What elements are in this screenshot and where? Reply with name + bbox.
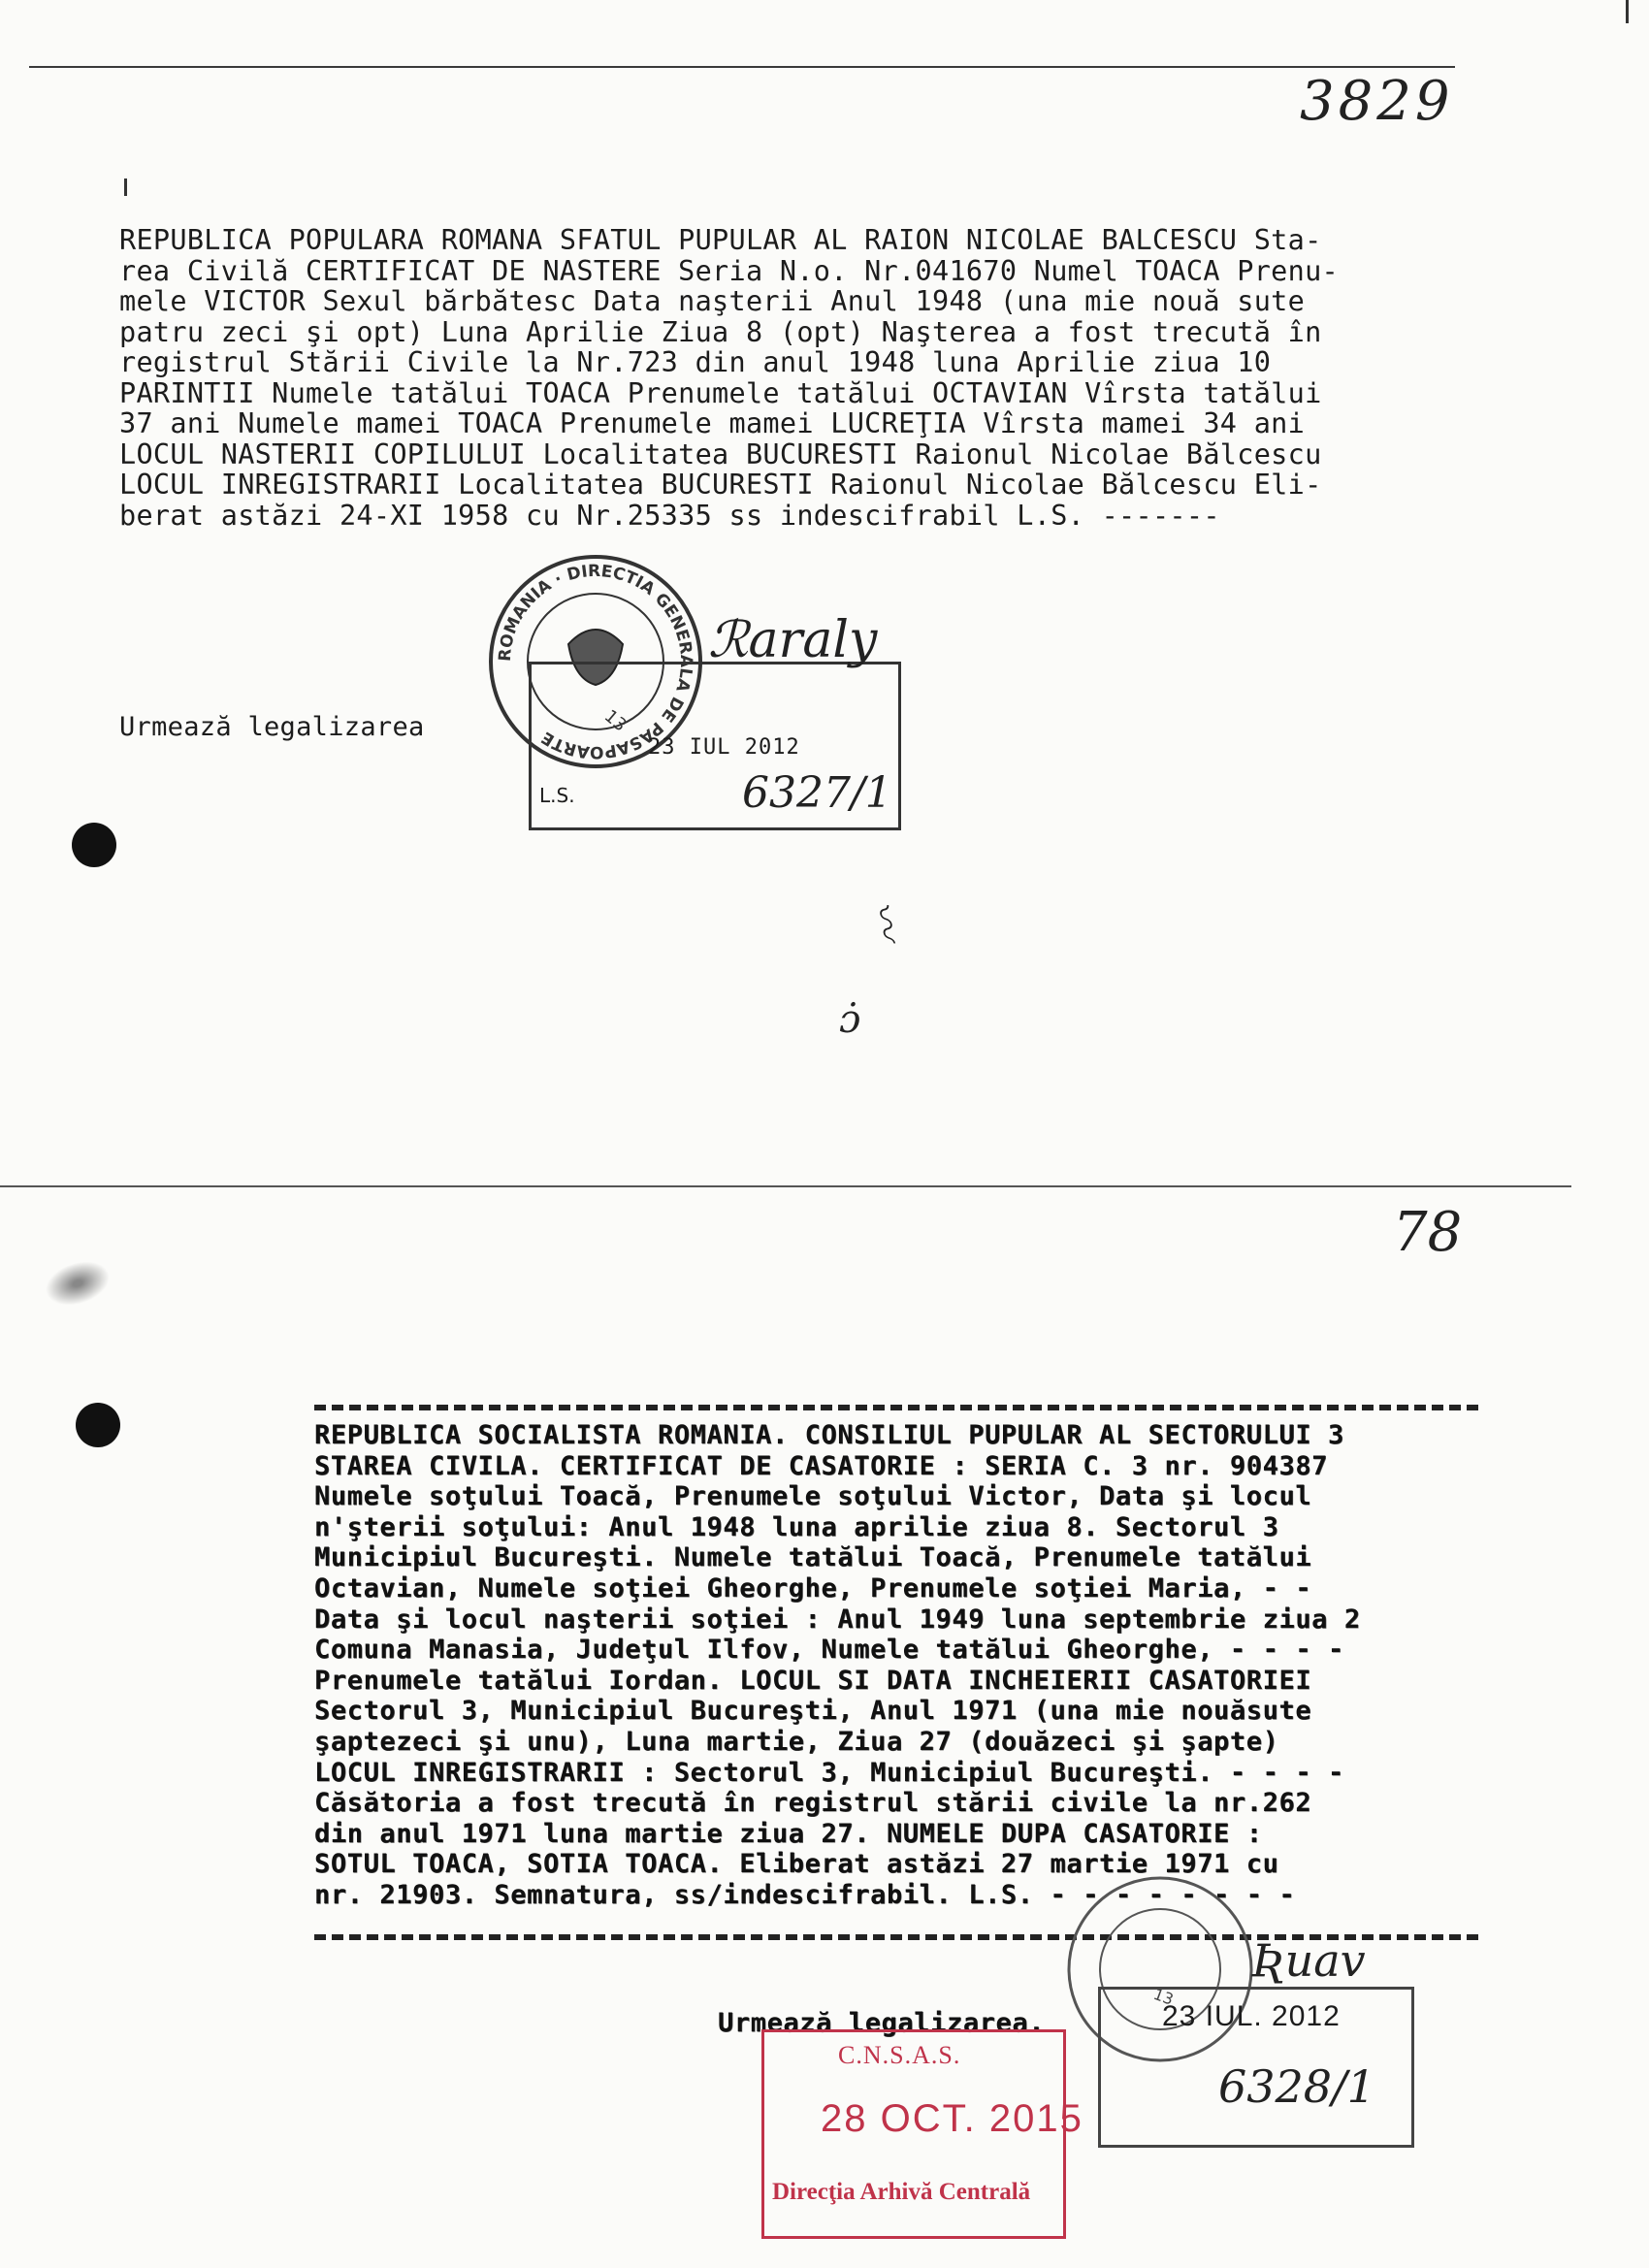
stamp-date: 23 IUL. 2012 xyxy=(1162,2000,1341,2032)
top-page-rule xyxy=(29,66,1455,68)
seal-ring-text: ROMANIA · DIRECTIA GENERALA DE PASAPOARTE xyxy=(495,561,696,762)
text-line: din anul 1971 luna martie ziua 27. NUMELE DUPA CASATORIE : xyxy=(314,1818,1263,1849)
signature-icon: ℛaraly xyxy=(708,611,878,669)
text-line: şaptezeci şi unu), Luna martie, Ziua 27 (douăzeci şi şapte) xyxy=(314,1726,1279,1757)
page-number: 3829 xyxy=(1300,70,1454,133)
text-line: berat astăzi 24-XI 1958 cu Nr.25335 ss indescifrabil L.S. ------- xyxy=(119,499,1220,532)
middle-page-rule xyxy=(0,1185,1571,1187)
archive-stamp-date: 28 OCT. 2015 xyxy=(821,2097,1083,2140)
text-line: nr. 21903. Semnatura, ss/indescifrabil. L.S. - - - - - - - - xyxy=(314,1879,1296,1910)
text-line: Comuna Manasia, Judeţul Ilfov, Numele tatălui Gheorghe, - - - - xyxy=(314,1635,1344,1666)
archive-stamp-org: C.N.S.A.S. xyxy=(838,2041,961,2069)
punch-hole xyxy=(72,823,116,867)
text-line: 37 ani Numele mamei TOACA Prenumele mamei LUCREŢIA Vîrsta mamei 34 ani xyxy=(119,407,1306,439)
text-line: LOCUL INREGISTRARII Localitatea BUCURESTI Raionul Nicolae Bălcescu Eli- xyxy=(119,469,1322,501)
text-line: Prenumele tatălui Iordan. LOCUL SI DATA INCHEIERII CASATORIEI xyxy=(314,1665,1312,1696)
tick-mark xyxy=(124,178,127,196)
text-line: Municipiul Bucureşti. Numele tatălui Toacă, Prenumele tatălui xyxy=(314,1542,1312,1573)
text-line: Căsătoria a fost trecută în registrul stării civile la nr.262 xyxy=(314,1788,1312,1819)
text-line: Octavian, Numele soţiei Gheorghe, Prenumele soţiei Maria, - - xyxy=(314,1572,1312,1604)
text-line: PARINTII Numele tatălui TOACA Prenumele tatălui OCTAVIAN Vîrsta tatălui xyxy=(119,376,1322,409)
register-number: 6328/1 xyxy=(1218,2060,1375,2113)
birth-certificate-text xyxy=(119,225,1339,531)
register-number: 6327/1 xyxy=(742,768,892,818)
text-line: Sectorul 3, Municipiul Bucureşti, Anul 1971 (una mie nouăsute xyxy=(314,1696,1312,1727)
text-line: registrul Stării Civile la Nr.723 din anul 1948 luna Aprilie ziua 10 xyxy=(119,346,1272,378)
text-line: REPUBLICA SOCIALISTA ROMANIA. CONSILIUL PUPULAR AL SECTORULUI 3 xyxy=(314,1420,1344,1450)
dashed-top-border xyxy=(314,1405,1478,1410)
seal-number: 13 xyxy=(1150,1984,1177,2009)
marriage-certificate-text xyxy=(314,1420,1361,1911)
tick-mark xyxy=(1626,0,1629,23)
second-page-mark: 78 xyxy=(1393,1201,1463,1264)
text-line: Numele soţului Toacă, Prenumele soţului Victor, Data şi locul xyxy=(314,1481,1312,1512)
punch-hole xyxy=(76,1403,120,1447)
stamp-ls-label: L.S. xyxy=(539,784,575,807)
text-line: REPUBLICA POPULARA ROMANA SFATUL PUPULAR AL RAION NICOLAE BALCESCU Sta- xyxy=(119,224,1322,256)
text-line: rea Civilă CERTIFICAT DE NASTERE Seria N.o. Nr.041670 Numel TOACA Prenu- xyxy=(119,254,1340,287)
archive-stamp-department: Direcţia Arhivă Centrală xyxy=(772,2179,1031,2205)
text-line: Data şi locul naşterii soţiei : Anul 1949 luna septembrie ziua 2 xyxy=(314,1604,1361,1635)
signature-icon: Ʀuav xyxy=(1251,1934,1366,1987)
stray-mark: 〰 xyxy=(858,897,910,944)
stray-mark: ɔ̇ xyxy=(839,997,861,1042)
text-line: LOCUL NASTERII COPILULUI Localitatea BUCURESTI Raionul Nicolae Bălcescu xyxy=(119,437,1322,470)
stamp-date: 23 IUL 2012 xyxy=(648,735,800,760)
text-line: mele VICTOR Sexul bărbătesc Data naşterii Anul 1948 (una mie nouă sute xyxy=(119,285,1306,317)
follows-legalization-note: Urmează legalizarea. xyxy=(718,2008,1046,2038)
text-line: SOTUL TOACA, SOTIA TOACA. Eliberat astăzi 27 martie 1971 cu xyxy=(314,1849,1279,1880)
seal-number: 13 xyxy=(599,705,630,736)
smudge xyxy=(40,1254,115,1313)
follows-legalization-note: Urmează legalizarea xyxy=(119,712,425,742)
text-line: LOCUL INREGISTRARII : Sectorul 3, Municipiul Bucureşti. - - - - xyxy=(314,1757,1344,1788)
text-line: n'şterii soţului: Anul 1948 luna aprilie ziua 8. Sectorul 3 xyxy=(314,1511,1279,1542)
text-line: STAREA CIVILA. CERTIFICAT DE CASATORIE : SERIA C. 3 nr. 904387 xyxy=(314,1450,1329,1481)
text-line: patru zeci şi opt) Luna Aprilie Ziua 8 (opt) Naşterea a fost trecută în xyxy=(119,315,1322,348)
